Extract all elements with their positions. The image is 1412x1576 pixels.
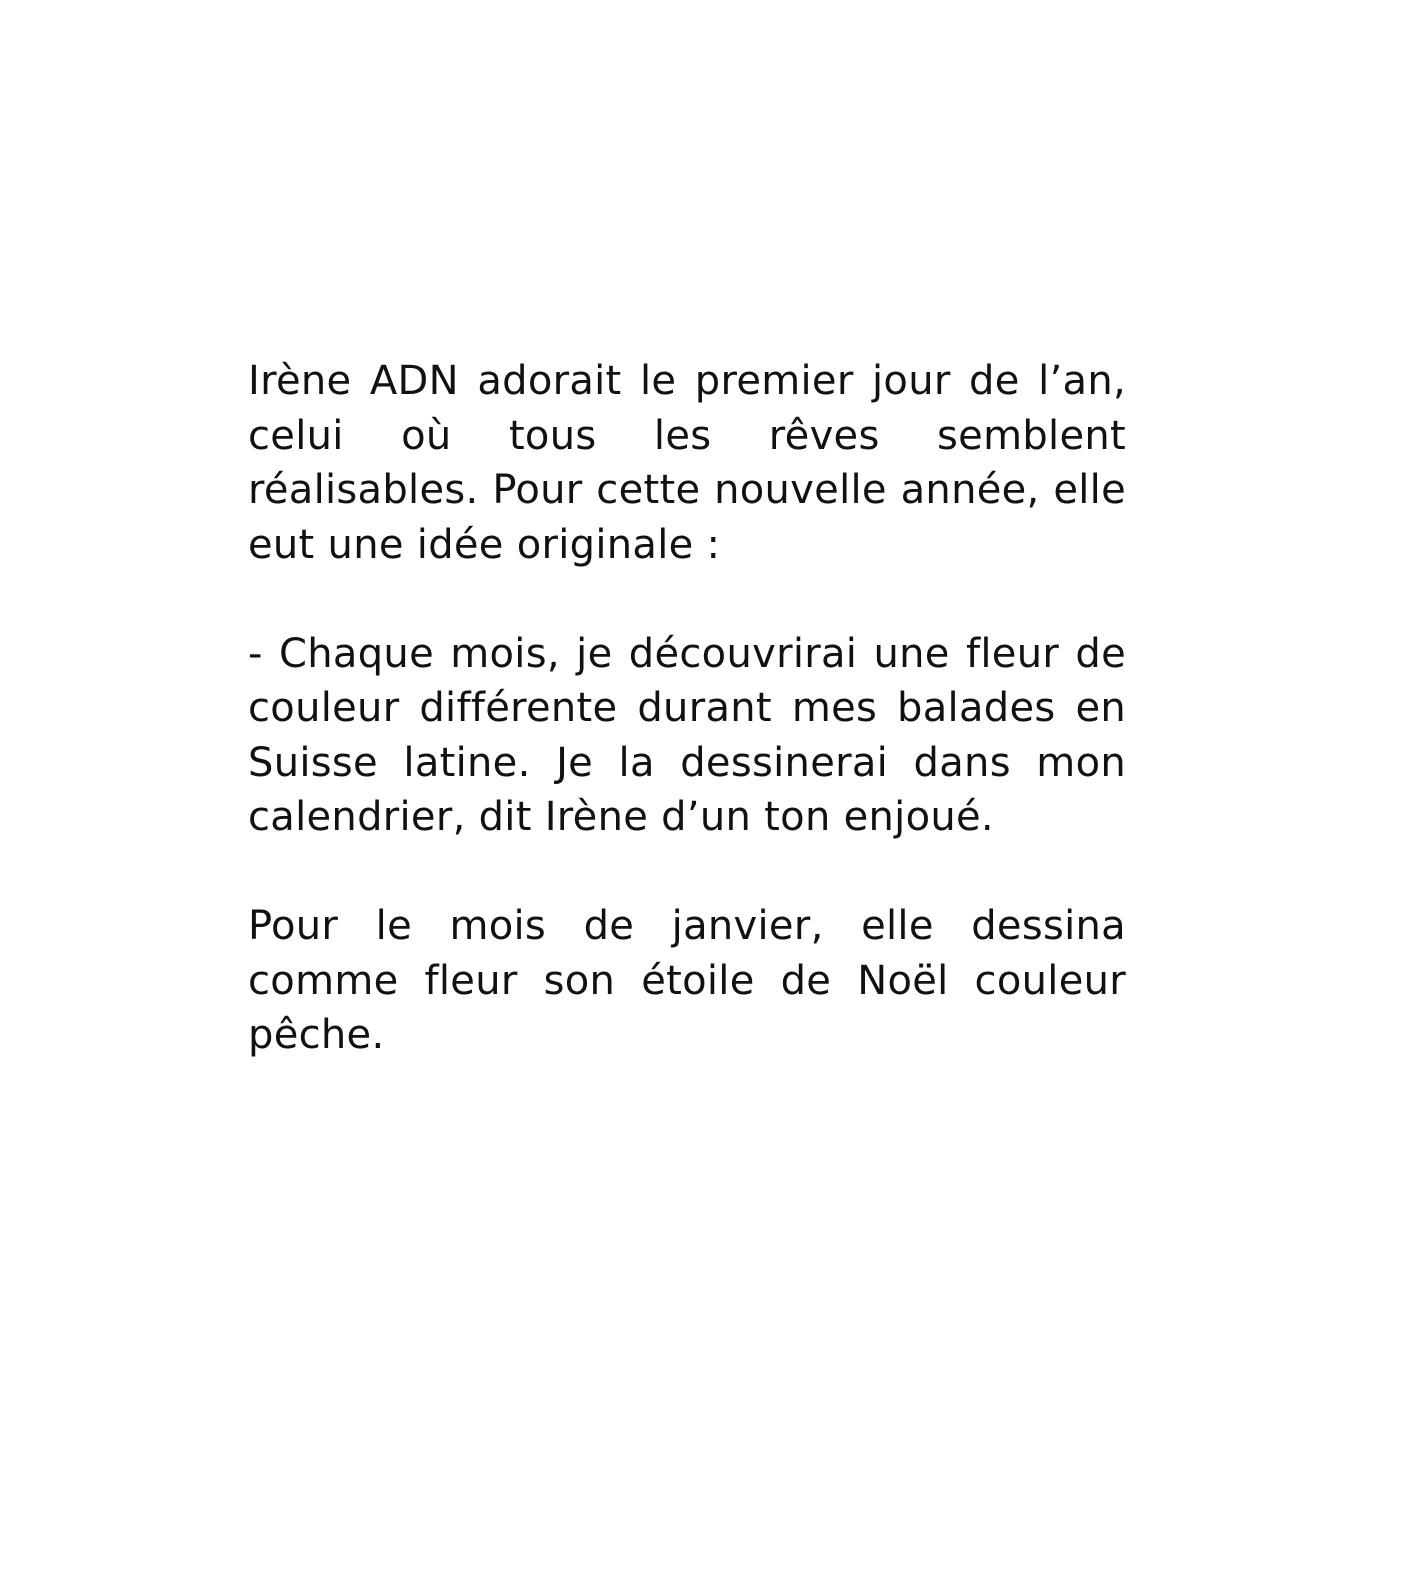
paragraph-dialogue: - Chaque mois, je découvrirai une fleur de couleur différente durant mes balades en Suisse latine. Je la dessinerai dans mon calendrier, dit Irène d’un ton enjoué.: [248, 630, 1126, 840]
paragraph-january: Pour le mois de janvier, elle dessina comme fleur son étoile de Noël couleur pêche.: [248, 903, 1126, 1058]
paragraph-intro: Irène ADN adorait le premier jour de l’an, celui où tous les rêves semblent réalisables. Pour cette nouvelle année, elle eut une idée originale :: [248, 358, 1126, 568]
story-text: [248, 354, 1126, 1063]
